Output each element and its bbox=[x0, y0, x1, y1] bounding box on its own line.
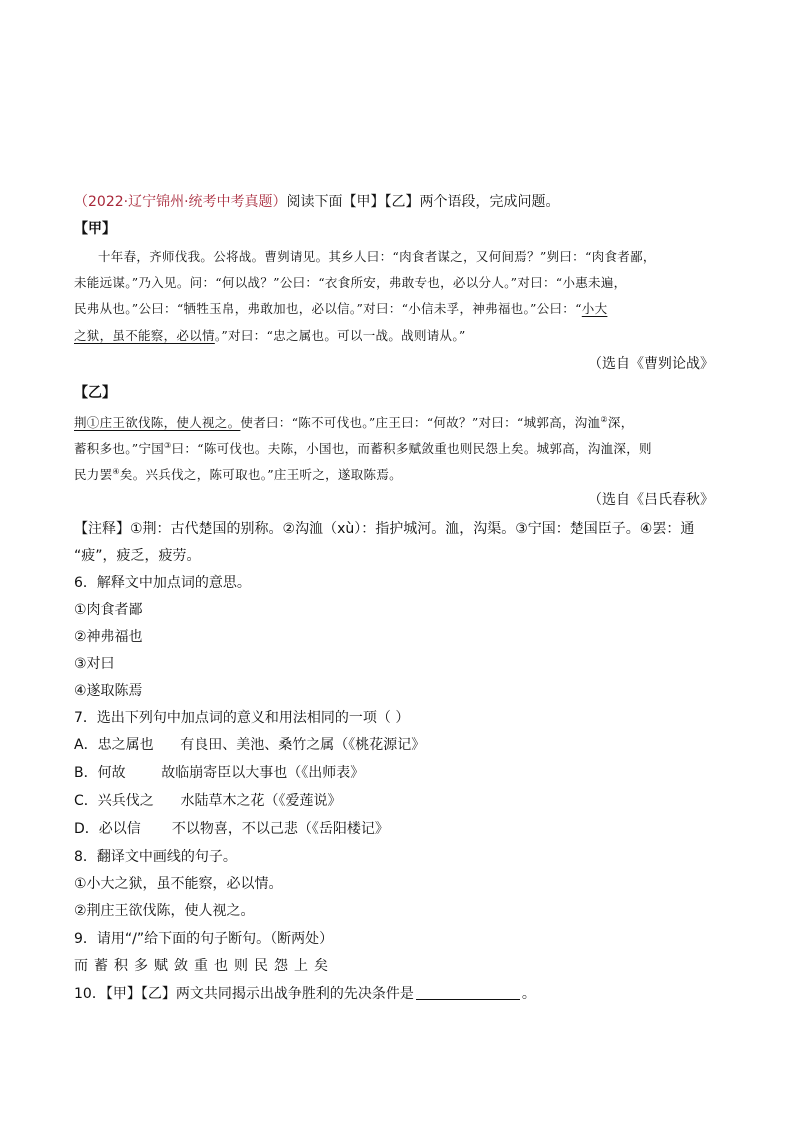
passage-yi-text: 蓄积多也。”宁国 bbox=[74, 441, 165, 457]
footnote-mark: ② bbox=[600, 415, 608, 424]
instruction-text: 阅读下面【甲】【乙】两个语段，完成问题。 bbox=[286, 194, 560, 210]
passage-yi-text: 民力罢 bbox=[74, 467, 113, 483]
passage-yi-source: （选自《吕氏春秋》 bbox=[588, 492, 714, 508]
source-tag: （2022·辽宁锦州·统考中考真题） bbox=[74, 194, 287, 210]
footnote-mark: ③ bbox=[164, 441, 172, 450]
question-6-item: ②神弗福也 bbox=[74, 629, 143, 645]
passage-yi-text: 使者曰：“陈不可伐也。”庄王曰：“何故？”对曰：“城郭高，沟洫 bbox=[240, 415, 601, 431]
underlined-sentence: 之狱，虽不能察，必以情 bbox=[74, 328, 215, 343]
question-8-item: ②荆庄王欲伐陈，使人视之。 bbox=[74, 903, 255, 919]
question-10-end: 。 bbox=[521, 986, 536, 1002]
question-9-sentence: 而蓄积多赋敛重也则民怨上矣 bbox=[74, 958, 334, 974]
question-7-option: C．兴兵伐之 水陆草木之花（《爱莲说》 bbox=[74, 793, 342, 809]
passage-jia-line: 十年春，齐师伐我。公将战。曹刿请见。其乡人曰：“肉食者谋之，又何间焉？”刿曰：“肉食者鄙， bbox=[98, 249, 656, 264]
question-8-item: ①小大之狱，虽不能察，必以情。 bbox=[74, 876, 283, 892]
passage-yi-line bbox=[74, 436, 652, 459]
footnote-mark: ④ bbox=[112, 467, 120, 476]
question-10 bbox=[74, 984, 536, 1004]
passage-jia-heading: 【甲】 bbox=[74, 221, 116, 237]
question-9: 9．请用“/”给下面的句子断句。（断两处） bbox=[74, 931, 334, 947]
question-8: 8．翻译文中画线的句子。 bbox=[74, 849, 237, 865]
underlined-phrase: 小大 bbox=[581, 301, 608, 316]
question-6: 6．解释文中加点词的意思。 bbox=[74, 575, 251, 591]
answer-blank[interactable] bbox=[416, 985, 520, 1000]
passage-jia-line-text: 民弗从也。”公曰：“牺牲玉帛，弗敢加也，必以信。”对曰：“小信未孚，神弗福也。”公曰：“ bbox=[74, 301, 582, 316]
passage-yi-heading: 【乙】 bbox=[74, 385, 116, 401]
notes-line: “疲”，疲乏，疲劳。 bbox=[74, 548, 201, 564]
passage-yi-text: 深， bbox=[607, 415, 634, 431]
passage-jia-line bbox=[74, 326, 466, 346]
question-7-option: A．忠之属也 有良田、美池、桑竹之属（《桃花源记》 bbox=[74, 737, 426, 753]
passage-jia-line bbox=[74, 299, 607, 319]
question-6-item: ①肉食者鄙 bbox=[74, 602, 143, 618]
passage-jia-source: （选自《曹刿论战》 bbox=[588, 356, 714, 372]
passage-jia-line-text: 。”对曰：“忠之属也。可以一战。战则请从。” bbox=[214, 328, 466, 343]
notes-line: 【注释】①荆：古代楚国的别称。②沟洫（xù）：指护城河。洫，沟渠。③宁国：楚国臣子。④罢：通 bbox=[74, 521, 695, 537]
question-7-option: D．必以信 不以物喜，不以己悲（《岳阳楼记》 bbox=[74, 821, 389, 837]
passage-jia-line: 未能远谋。”乃入见。问：“何以战？”公曰：“衣食所安，弗敢专也，必以分人。”对曰：“小惠未遍， bbox=[74, 275, 627, 290]
question-header bbox=[74, 192, 560, 212]
passage-yi-text: 曰：“陈可伐也。夫陈，小国也，而蓄积多赋敛重也则民怨上矣。城郭高，沟洫深，则 bbox=[171, 441, 652, 457]
question-6-item: ③对曰 bbox=[74, 656, 115, 672]
question-7-option: B．何故 故临崩寄臣以大事也（《出师表》 bbox=[74, 765, 365, 781]
question-7: 7．选出下列句中加点词的意义和用法相同的一项（ ） bbox=[74, 710, 410, 726]
passage-yi-text: 矣。兴兵伐之，陈可取也。”庄王听之，遂取陈焉。 bbox=[119, 467, 402, 483]
question-10-text: 10．【甲】【乙】两文共同揭示出战争胜利的先决条件是 bbox=[74, 986, 414, 1002]
underlined-sentence: 荆①庄王欲伐陈，使人视之。 bbox=[74, 415, 241, 431]
question-6-item: ④遂取陈焉 bbox=[74, 683, 143, 699]
passage-yi-line bbox=[74, 462, 402, 485]
passage-yi-line bbox=[74, 410, 634, 433]
